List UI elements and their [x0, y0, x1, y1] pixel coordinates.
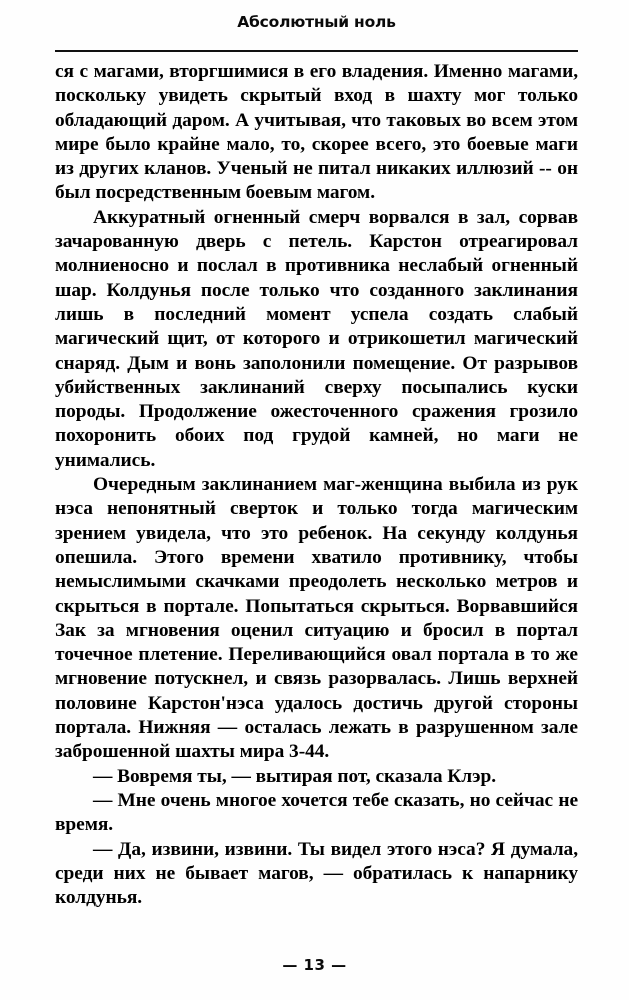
dialogue-paragraph: — Вовремя ты, — вытирая пот, сказала Клэр. [93, 765, 497, 787]
paragraph: Очередным заклинанием маг-женщина выбила из рук нэса непонятный сверток и только тогда магическим зрением увидела, что это ребенок. На секунду колдунья опешила. Этого времени хватило противнику, чтобы немыслимыми скачками преодолеть несколько метров и скрыться в портале. Попытаться скрыться. Ворвавшийся Зак за мгновения оценил ситуацию и бросил в портал точечное плетение. Переливающийся овал портала в то же мгновение потускнел, и связь разорвалась. Лишь верхней половине Карстон'нэса удалось достичь другой стороны портала. Нижняя — осталась лежать в разрушенном зале заброшенной шахты мира 3-44. [55, 474, 578, 763]
paragraph: ся с магами, вторгшимися в его владения. Именно магами, поскольку увидеть скрытый вход в шахту мог только обладающий даром. А учитывая, что таковых во всем этом мире было крайне мало, то, скорее всего, это боевые маги из других кланов. Ученый не питал никаких иллюзий -- он был посредственным боевым магом. [55, 61, 578, 204]
dialogue-paragraph: — Мне очень многое хочется тебе сказать, но сейчас не время. [55, 789, 578, 836]
dialogue-paragraph: — Да, извини, извини. Ты видел этого нэса? Я думала, среди них не бывает магов, — обратилась к напарнику колдунья. [55, 838, 578, 909]
header-rule [55, 50, 578, 52]
page-text-block [55, 60, 578, 910]
page-number: — 13 — [282, 956, 347, 974]
running-head: Абсолютный ноль [237, 13, 396, 31]
paragraph: Аккуратный огненный смерч ворвался в зал, сорвав зачарованную дверь с петель. Карстон отреагировал молниеносно и послал в противника неслабый огненный шар. Колдунья после только что созданного заклинания лишь в последний момент успела создать слабый магический щит, от которого и отрикошетил магический снаряд. Дым и вонь заполонили помещение. От разрывов убийственных заклинаний сверху посыпались куски породы. Продолжение ожесточенного сражения грозило похоронить обоих под грудой камней, но маги не унимались. [55, 206, 578, 471]
